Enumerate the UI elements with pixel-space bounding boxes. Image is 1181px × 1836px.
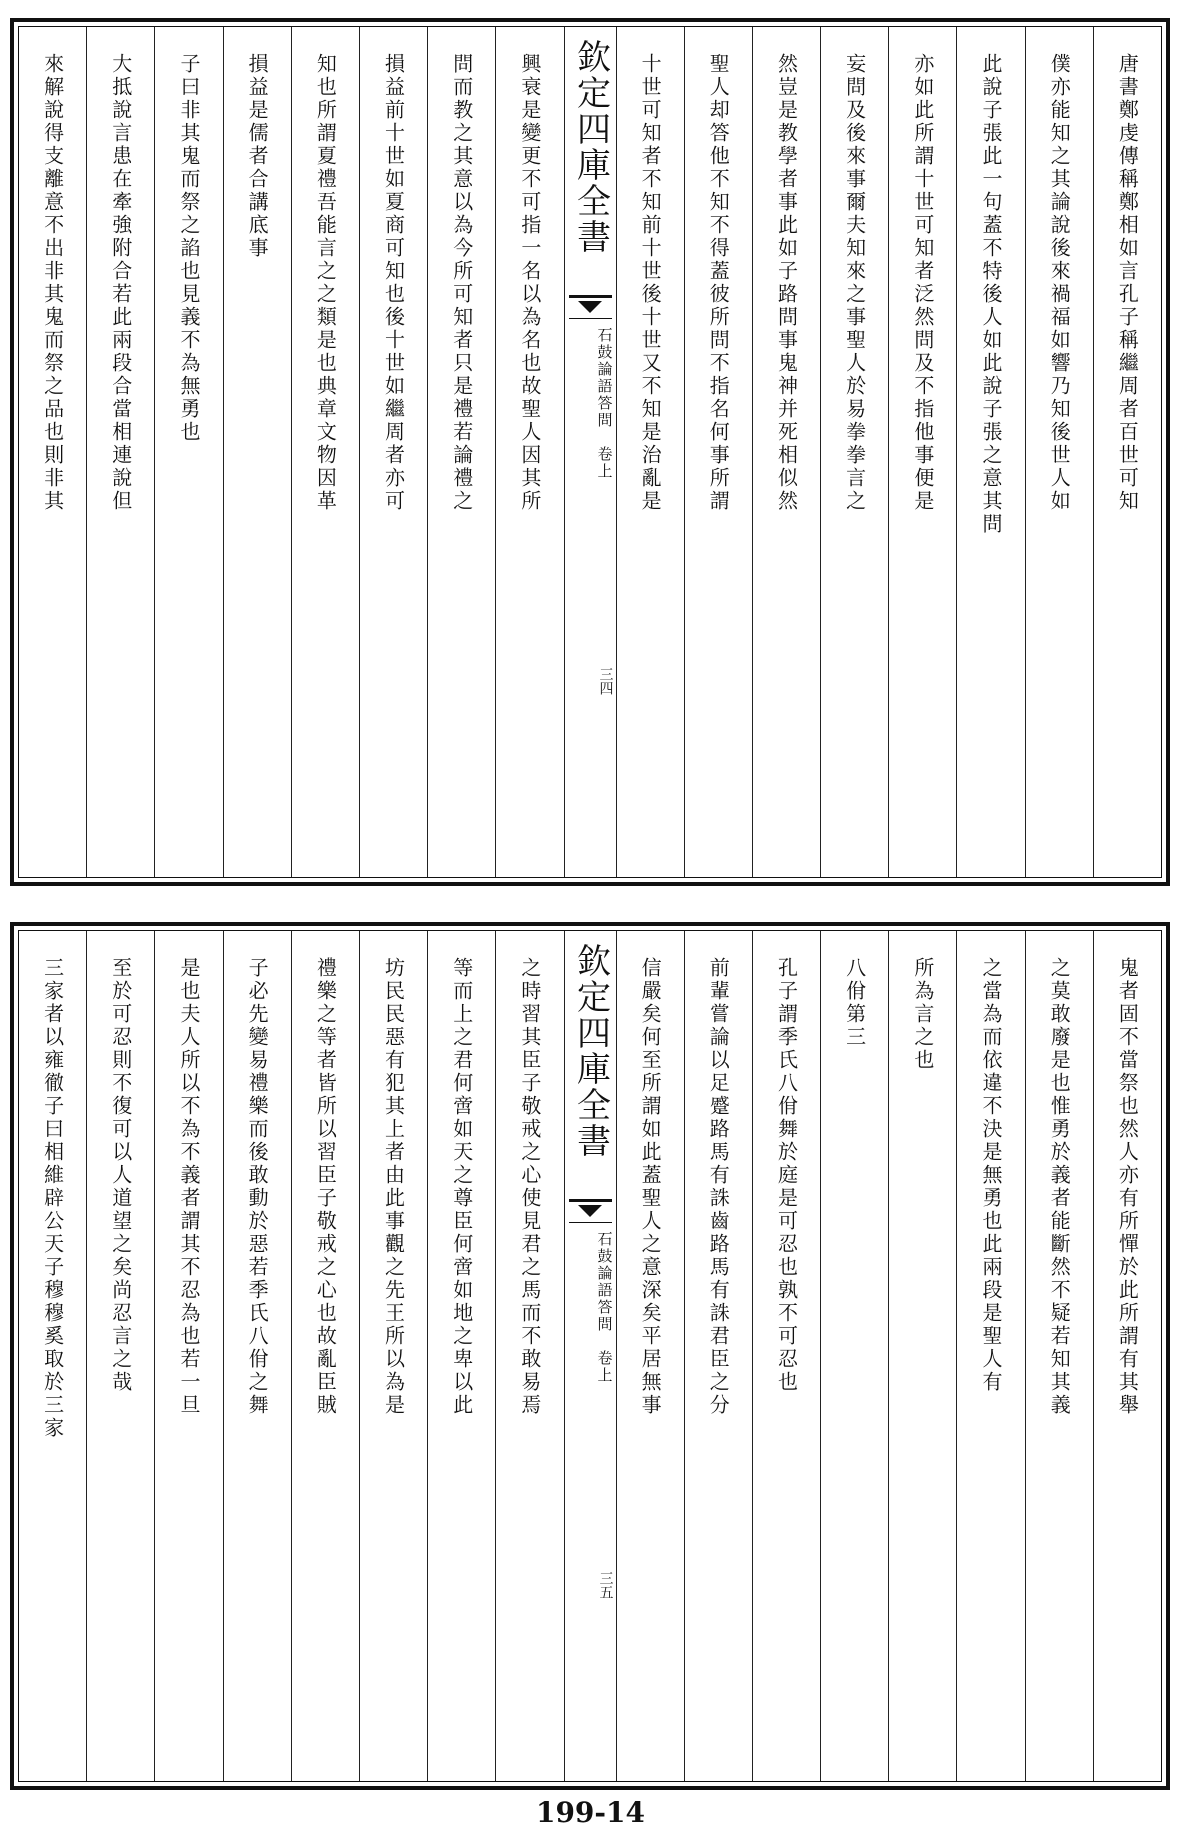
text-column: 禮樂之等者皆所以習臣子敬戒之心也故亂臣賊 xyxy=(291,931,359,1781)
bottom-page-columns xyxy=(19,931,1161,1781)
fish-tail-mark xyxy=(569,295,612,319)
text-column: 前輩嘗論以足蹙路馬有誅齒路馬有誅君臣之分 xyxy=(684,931,752,1781)
fish-tail-mark xyxy=(569,1199,612,1223)
text-column: 之當為而依違不決是無勇也此兩段是聖人有 xyxy=(956,931,1024,1781)
text-column: 知也所謂夏禮吾能言之之類是也典章文物因革 xyxy=(291,27,359,877)
text-column: 子必先變易禮樂而後敢動於惡若季氏八佾之舞 xyxy=(223,931,291,1781)
top-page xyxy=(10,18,1170,886)
bottom-page xyxy=(10,922,1170,1790)
text-column: 子曰非其鬼而祭之諂也見義不為無勇也 xyxy=(154,27,222,877)
text-column: 妄問及後來事爾夫知來之事聖人於易拳拳言之 xyxy=(820,27,888,877)
text-column: 三家者以雍徹子曰相維辟公天子穆穆奚取於三家 xyxy=(40,957,65,1440)
text-column: 損益是儒者合講底事 xyxy=(223,27,291,877)
text-column: 之時習其臣子敬戒之心使見君之馬而不敢易焉 xyxy=(495,931,563,1781)
text-column: 來解說得支離意不出非其鬼而祭之品也則非其 xyxy=(40,53,65,513)
text-column: 唐書鄭虔傳稱鄭相如言孔子稱繼周者百世可知 xyxy=(1093,27,1161,877)
text-column: 等而上之君何啻如天之尊臣何啻如地之卑以此 xyxy=(427,931,495,1781)
page-footer-number: 199-14 xyxy=(535,1796,646,1829)
text-column: 鬼者固不當祭也然人亦有所憚於此所謂有其舉 xyxy=(1093,931,1161,1781)
top-page-columns xyxy=(19,27,1161,877)
sub-title: 石鼓論語答問 卷上 xyxy=(595,1231,614,1384)
text-column: 至於可忍則不復可以人道望之矣尚忍言之哉 xyxy=(86,931,154,1781)
text-column: 損益前十世如夏商可知也後十世如繼周者亦可 xyxy=(359,27,427,877)
text-column: 聖人却答他不知不得蓋彼所問不指名何事所謂 xyxy=(684,27,752,877)
sub-title: 石鼓論語答問 卷上 xyxy=(595,327,614,480)
text-column: 信嚴矣何至所謂如此蓋聖人之意深矣平居無事 xyxy=(616,931,684,1781)
text-column: 八佾第三 xyxy=(820,931,888,1781)
book-title: 欽定四庫全書 xyxy=(570,39,611,255)
text-column: 是也夫人所以不為不義者謂其不忍為也若一旦 xyxy=(154,931,222,1781)
book-title: 欽定四庫全書 xyxy=(570,943,611,1159)
page-number: 三四 xyxy=(597,667,614,695)
text-column: 所為言之也 xyxy=(888,931,956,1781)
text-column: 亦如此所謂十世可知者泛然問及不指他事便是 xyxy=(888,27,956,877)
text-column: 問而教之其意以為今所可知者只是禮若論禮之 xyxy=(427,27,495,877)
text-column: 孔子謂季氏八佾舞於庭是可忍也孰不可忍也 xyxy=(752,931,820,1781)
page-number: 三五 xyxy=(597,1571,614,1599)
text-column: 十世可知者不知前十世後十世又不知是治亂是 xyxy=(616,27,684,877)
text-column: 此說子張此一句蓋不特後人如此說子張之意其問 xyxy=(956,27,1024,877)
text-column: 大抵說言患在牽強附合若此兩段合當相連說但 xyxy=(86,27,154,877)
text-column: 然豈是教學者事此如子路問事鬼神并死相似然 xyxy=(752,27,820,877)
text-column: 之莫敢廢是也惟勇於義者能斷然不疑若知其義 xyxy=(1025,931,1093,1781)
text-column: 僕亦能知之其論說後來禍福如響乃知後世人如 xyxy=(1025,27,1093,877)
text-column: 興衰是變更不可指一名以為名也故聖人因其所 xyxy=(495,27,563,877)
center-fold xyxy=(564,27,616,877)
text-column: 坊民民惡有犯其上者由此事觀之先王所以為是 xyxy=(359,931,427,1781)
center-fold xyxy=(564,931,616,1781)
